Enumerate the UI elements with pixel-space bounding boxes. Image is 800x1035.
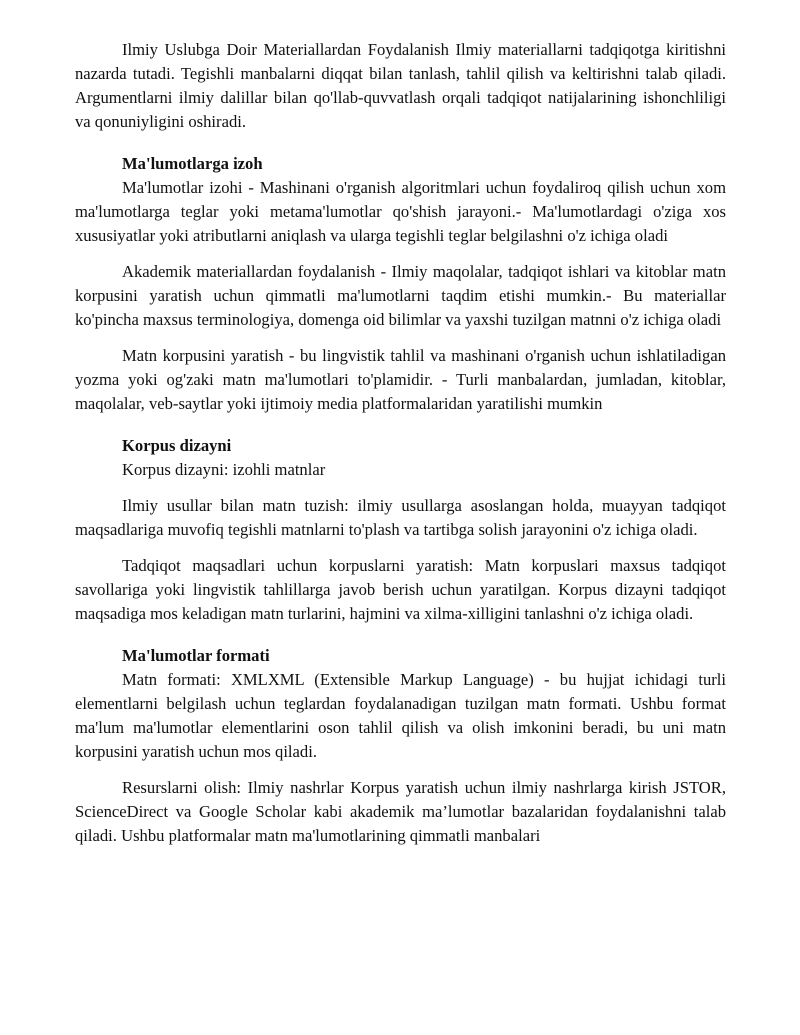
heading-corpus-design: Korpus dizayni	[122, 436, 232, 455]
paragraph-data-annotation: Ma'lumotlar izohi - Mashinani o'rganish algoritmlari uchun foydaliroq qilish uchun xom ma'lumotlarga teglar yoki metama'lumotlar qo'shish jarayoni.- Ma'lumotlardagi o'ziga xos xususiyatlar yoki atributlarni aniqlash va ularga tegishli teglar belgilashni o'z ichiga oladi	[75, 178, 726, 245]
paragraph-research-goals: Tadqiqot maqsadlari uchun korpuslarni yaratish: Matn korpuslari maxsus tadqiqot savollariga yoki lingvistik tahlillarga javob berish uchun yaratilgan. Korpus dizayni tadqiqot maqsadiga mos keladigan matn turlarini, hajmini va xilma-xilligini tanlashni o'z ichiga oladi.	[75, 556, 726, 623]
paragraph-text-format: Matn formati: XMLXML (Extensible Markup Language) - bu hujjat ichidagi turli elementlarni belgilash uchun teglardan foydalanadigan tuzilgan matn formati. Ushbu format ma'lum ma'lumotlar elementlarini oson tahlil qilish va olish imkonini beradi, bu uni matn korpusini yaratish uchun mos qiladi.	[75, 670, 726, 761]
paragraph-corpus-design: Korpus dizayni: izohli matnlar	[122, 460, 326, 479]
paragraph-text-corpus: Matn korpusini yaratish - bu lingvistik tahlil va mashinani o'rganish uchun ishlatiladigan yozma yoki og'zaki matn ma'lumotlari to'plamidir. - Turli manbalardan, jumladan, kitoblar, maqolalar, veb-saytlar yoki ijtimoiy media platformalaridan yaratilishi mumkin	[75, 346, 726, 413]
heading-data-format: Ma'lumotlar formati	[122, 646, 270, 665]
paragraph-scientific-methods: Ilmiy usullar bilan matn tuzish: ilmiy usullarga asoslangan holda, muayyan tadqiqot maqsadlariga muvofiq tegishli matnlarni to'plash va tartibga solish jarayonini o'z ichiga oladi.	[75, 496, 726, 539]
paragraph-resources: Resurslarni olish: Ilmiy nashrlar Korpus yaratish uchun ilmiy nashrlarga kirish JSTOR, ScienceDirect va Google Scholar kabi akademik ma’lumotlar bazalaridan foydalanishni talab qiladi. Ushbu platformalar matn ma'lumotlarining qimmatli manbalari	[75, 778, 726, 845]
paragraph-intro: Ilmiy Uslubga Doir Materiallardan Foydalanish Ilmiy materiallarni tadqiqotga kiritishni nazarda tutadi. Tegishli manbalarni diqqat bilan tanlash, tahlil qilish va keltirishni talab qiladi. Argumentlarni ilmiy dalillar bilan qo'llab-quvvatlash orqali tadqiqot natijalarining ishonchliligi va qonuniyligini oshiradi.	[75, 40, 726, 131]
heading-data-annotation: Ma'lumotlarga izoh	[122, 154, 263, 173]
paragraph-academic-materials: Akademik materiallardan foydalanish - Ilmiy maqolalar, tadqiqot ishlari va kitoblar matn korpusini yaratish uchun qimmatli ma'lumotlarni taqdim etishi mumkin.- Bu materiallar ko'pincha maxsus terminologiya, domenga oid bilimlar va yaxshi tuzilgan matnni o'z ichiga oladi	[75, 262, 726, 329]
